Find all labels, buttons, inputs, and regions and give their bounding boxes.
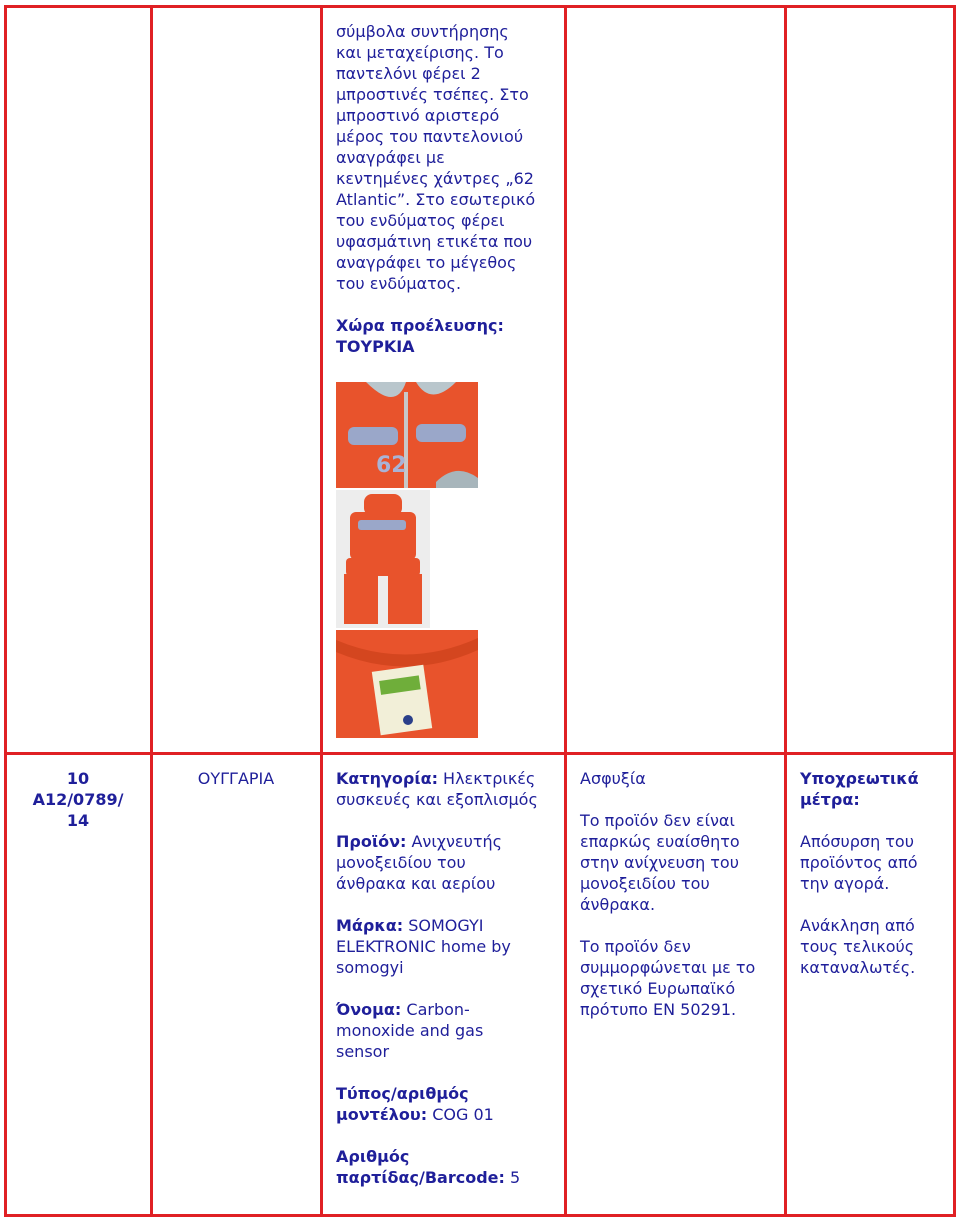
hoodie-illustration xyxy=(336,382,478,488)
measures-label: Υποχρεωτικά μέτρα: xyxy=(800,769,919,809)
category-line xyxy=(336,768,560,810)
origin-label: Χώρα προέλευσης: xyxy=(336,316,504,335)
name-line xyxy=(336,999,560,1062)
product-photo-label xyxy=(336,630,478,738)
batch-value: 5 xyxy=(504,1168,521,1187)
table-border-col3 xyxy=(320,5,323,1217)
risk-type: Ασφυξία xyxy=(580,769,646,788)
product-value: Ανιχνευτής μονοξειδίου του άνθρακα και αερίου xyxy=(336,832,502,893)
ref-line-1: A12/0789/ xyxy=(32,790,124,809)
table-border-left xyxy=(4,5,7,1217)
brand-line xyxy=(336,915,560,978)
measure-withdrawal: Απόσυρση του προϊόντος από την αγορά. xyxy=(800,832,918,893)
tracksuit-illustration xyxy=(336,490,430,628)
label-illustration xyxy=(336,630,478,738)
measures-cell xyxy=(800,768,950,999)
table-border-top xyxy=(4,5,956,8)
product-details-cell xyxy=(336,768,560,1209)
description-text: σύμβολα συντήρησης και μεταχείρισης. Το παντελόνι φέρει 2 μπροστινές τσέπες. Στο μπροστινό αριστερό μέρος του παντελονιού αναγράφει με κεντημένες χάντρες „62 Atlantic”. Στο εσωτερικό του ενδύματος φέρει υφασμάτινη ετικέτα που αναγράφει το μέγεθος του ενδύματος. xyxy=(336,22,536,293)
description-cell-continued xyxy=(336,21,560,378)
name-value: Carbon- monoxide and gas sensor xyxy=(336,1000,484,1061)
table-border-col2 xyxy=(150,5,153,1217)
product-label: Προϊόν: xyxy=(336,832,407,851)
model-line xyxy=(336,1083,560,1125)
table-border-bottom xyxy=(4,1214,956,1217)
notifying-country: ΟΥΓΓΑΡΙΑ xyxy=(197,769,275,788)
table-border-col4 xyxy=(564,5,567,1217)
name-label: Όνομα: xyxy=(336,1000,402,1019)
row-number-cell xyxy=(8,768,148,831)
risk-description-2: Το προϊόν δεν συμμορφώνεται με το σχετικό Ευρωπαϊκό πρότυπο EN 50291. xyxy=(580,937,756,1019)
category-label: Κατηγορία: xyxy=(336,769,438,788)
brand-label: Μάρκα: xyxy=(336,916,404,935)
country-cell xyxy=(154,768,318,789)
brand-value: SOMOGYI ELEKTRONIC home by somogyi xyxy=(336,916,511,977)
batch-line xyxy=(336,1146,560,1188)
measure-recall: Ανάκληση από τους τελικούς καταναλωτές. xyxy=(800,916,916,977)
product-photo-tracksuit xyxy=(336,490,430,628)
category-value: Ηλεκτρικές συσκευές και εξοπλισμός xyxy=(336,769,538,809)
ref-line-2: 14 xyxy=(66,811,90,830)
origin-line xyxy=(336,315,560,357)
hoodie-print-number: 62 xyxy=(376,453,407,478)
risk-cell xyxy=(580,768,780,1041)
table-border-col5 xyxy=(784,5,787,1217)
product-photo-hoodie xyxy=(336,382,478,488)
origin-value: ΤΟΥΡΚΙΑ xyxy=(336,337,415,356)
product-line xyxy=(336,831,560,894)
row-number: 10 xyxy=(66,769,90,788)
risk-description-1: Το προϊόν δεν είναι επαρκώς ευαίσθητο στην ανίχνευση του μονοξειδίου του άνθρακα. xyxy=(580,811,740,914)
batch-label: Αριθμός παρτίδας/Barcode: xyxy=(336,1147,505,1187)
table-row-separator xyxy=(4,752,956,755)
table-border-right xyxy=(953,5,956,1217)
model-label: Τύπος/αριθμός μοντέλου: xyxy=(336,1084,469,1124)
model-value: COG 01 xyxy=(427,1105,494,1124)
